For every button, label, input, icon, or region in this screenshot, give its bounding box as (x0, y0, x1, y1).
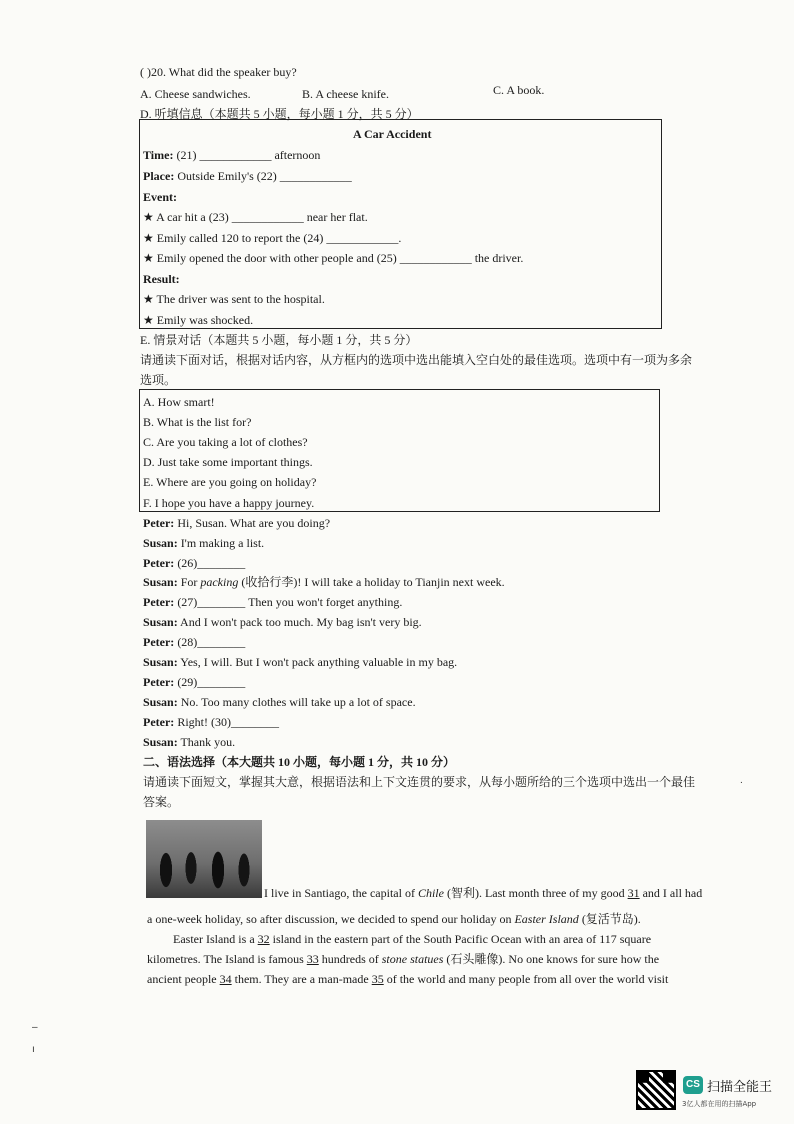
grammar-instruction: 请通读下面短文，掌握其大意，根据语法和上下文连贯的要求，从每小题所给的三个选项中选出一个最佳 (143, 775, 696, 789)
section-d-heading: D. 听填信息（本题共 5 小题，每小题 1 分，共 5 分） (140, 107, 419, 121)
scan-mark: – (32, 1022, 38, 1033)
passage-line (147, 911, 641, 927)
speaker-name: Peter: (143, 635, 175, 649)
passage-text: and I all had (639, 886, 703, 900)
passage-text: kilometres. The Island is famous (147, 952, 307, 966)
passage-text: (智利). Last month three of my good (443, 886, 628, 900)
speaker-name: Peter: (143, 556, 175, 570)
event-label: Event: (143, 190, 177, 204)
section-e-instruction: 请通读下面对话，根据对话内容，从方框内的选项中选出能填入空白处的最佳选项。选项中有一项为多余 (140, 353, 693, 367)
camscanner-logo-icon: CS (683, 1076, 703, 1094)
speaker-name: Susan: (143, 575, 178, 589)
place-value: Outside Emily's (22) ____________ (174, 169, 352, 183)
speaker-name: Peter: (143, 675, 175, 689)
dialogue-text: Right! (30)________ (174, 715, 279, 729)
camscanner-tagline: 3亿人都在用的扫描App (682, 1100, 757, 1108)
dialogue-line (143, 574, 505, 590)
q20-stem: ( )20. What did the speaker buy? (140, 65, 297, 79)
passage-italic: Easter Island (514, 912, 579, 926)
dialogue-line (143, 634, 245, 650)
packing-word: packing (200, 575, 239, 589)
scan-mark: ı (32, 1044, 35, 1055)
dialogue-text: I'm making a list. (177, 536, 265, 550)
passage-text: I live in Santiago, the capital of (264, 886, 418, 900)
option-item: C. Are you taking a lot of clothes? (143, 435, 308, 449)
blank-34: 34 (219, 972, 232, 986)
speaker-name: Susan: (143, 695, 178, 709)
dialogue-line (143, 714, 279, 730)
event-item: ★ Emily called 120 to report the (24) ____________. (143, 231, 402, 245)
time-label: Time: (143, 148, 174, 162)
options-box (139, 389, 660, 512)
time-row (143, 147, 320, 163)
passage-line (147, 971, 668, 987)
option-item: F. I hope you have a happy journey. (143, 496, 315, 510)
result-label: Result: (143, 272, 180, 286)
dialogue-text: (27)________ Then you won't forget anything. (174, 595, 403, 609)
dialogue-line (143, 614, 422, 630)
speaker-name: Susan: (143, 615, 178, 629)
time-value: (21) ____________ afternoon (173, 148, 321, 162)
passage-text: (石头雕像). No one knows for sure how the (443, 952, 660, 966)
dialogue-line (143, 555, 245, 571)
passage-text: ancient people (147, 972, 220, 986)
dialogue-text: Hi, Susan. What are you doing? (174, 516, 331, 530)
speaker-name: Peter: (143, 595, 175, 609)
easter-island-photo (146, 820, 262, 898)
blank-33: 33 (306, 952, 319, 966)
option-item: A. How smart! (143, 395, 215, 409)
speaker-name: Susan: (143, 536, 178, 550)
result-item: ★ The driver was sent to the hospital. (143, 292, 325, 306)
passage-line (173, 931, 651, 947)
dialogue-text: For (177, 575, 201, 589)
passage-text: of the world and many people from all over the world visit (383, 972, 669, 986)
dialogue-line (143, 654, 457, 670)
passage-text: hundreds of (318, 952, 382, 966)
event-item: ★ A car hit a (23) ____________ near her flat. (143, 210, 368, 224)
q20-option-b: B. A cheese knife. (302, 87, 389, 101)
result-item: ★ Emily was shocked. (143, 313, 254, 327)
passage-text: island in the eastern part of the South Pacific Ocean with an area of 117 square (269, 932, 652, 946)
event-item: ★ Emily opened the door with other people and (25) ____________ the driver. (143, 251, 524, 265)
place-label: Place: (143, 169, 175, 183)
passage-line (264, 885, 702, 901)
grammar-instruction: 答案。 (143, 795, 180, 809)
dialogue-line (143, 594, 402, 610)
dialogue-line (143, 515, 330, 531)
speaker-name: Susan: (143, 735, 178, 749)
dialogue-line (143, 694, 416, 710)
passage-text: Easter Island is a (173, 932, 258, 946)
passage-italic: Chile (417, 886, 444, 900)
dialogue-text: Thank you. (177, 735, 236, 749)
scan-mark: . (740, 775, 743, 786)
option-item: D. Just take some important things. (143, 455, 313, 469)
blank-31: 31 (627, 886, 640, 900)
section-e-instruction: 选项。 (140, 373, 177, 387)
option-item: B. What is the list for? (143, 415, 252, 429)
dialogue-text: No. Too many clothes will take up a lot of space. (177, 695, 416, 709)
passage-italic: stone statues (381, 952, 444, 966)
dialogue-text: (29)________ (174, 675, 246, 689)
passage-text: (复活节岛). (578, 912, 641, 926)
speaker-name: Peter: (143, 715, 175, 729)
place-row (143, 168, 352, 184)
camscanner-app-name: 扫描全能王 (707, 1080, 773, 1095)
q20-option-a: A. Cheese sandwiches. (140, 87, 251, 101)
passage-text: them. They are a man-made (231, 972, 372, 986)
q20-option-c: C. A book. (493, 83, 545, 97)
blank-35: 35 (371, 972, 384, 986)
blank-32: 32 (257, 932, 270, 946)
section-e-heading: E. 情景对话（本题共 5 小题，每小题 1 分，共 5 分） (140, 333, 418, 347)
dialogue-line (143, 674, 245, 690)
passage-text: a one-week holiday, so after discussion, we decided to spend our holiday on (147, 912, 515, 926)
passage-line (147, 951, 659, 967)
dialogue-line (143, 535, 264, 551)
grammar-heading: 二、语法选择（本大题共 10 小题，每小题 1 分，共 10 分） (143, 755, 456, 769)
qr-code-icon (636, 1070, 676, 1110)
car-accident-title: A Car Accident (353, 127, 432, 141)
option-item: E. Where are you going on holiday? (143, 475, 317, 489)
speaker-name: Peter: (143, 516, 175, 530)
dialogue-text: Yes, I will. But I won't pack anything valuable in my bag. (177, 655, 458, 669)
dialogue-text: And I won't pack too much. My bag isn't very big. (177, 615, 422, 629)
dialogue-text: (28)________ (174, 635, 246, 649)
dialogue-text: (收拾行李)! I will take a holiday to Tianjin next week. (238, 575, 505, 589)
dialogue-text: (26)________ (174, 556, 246, 570)
dialogue-line (143, 734, 235, 750)
speaker-name: Susan: (143, 655, 178, 669)
